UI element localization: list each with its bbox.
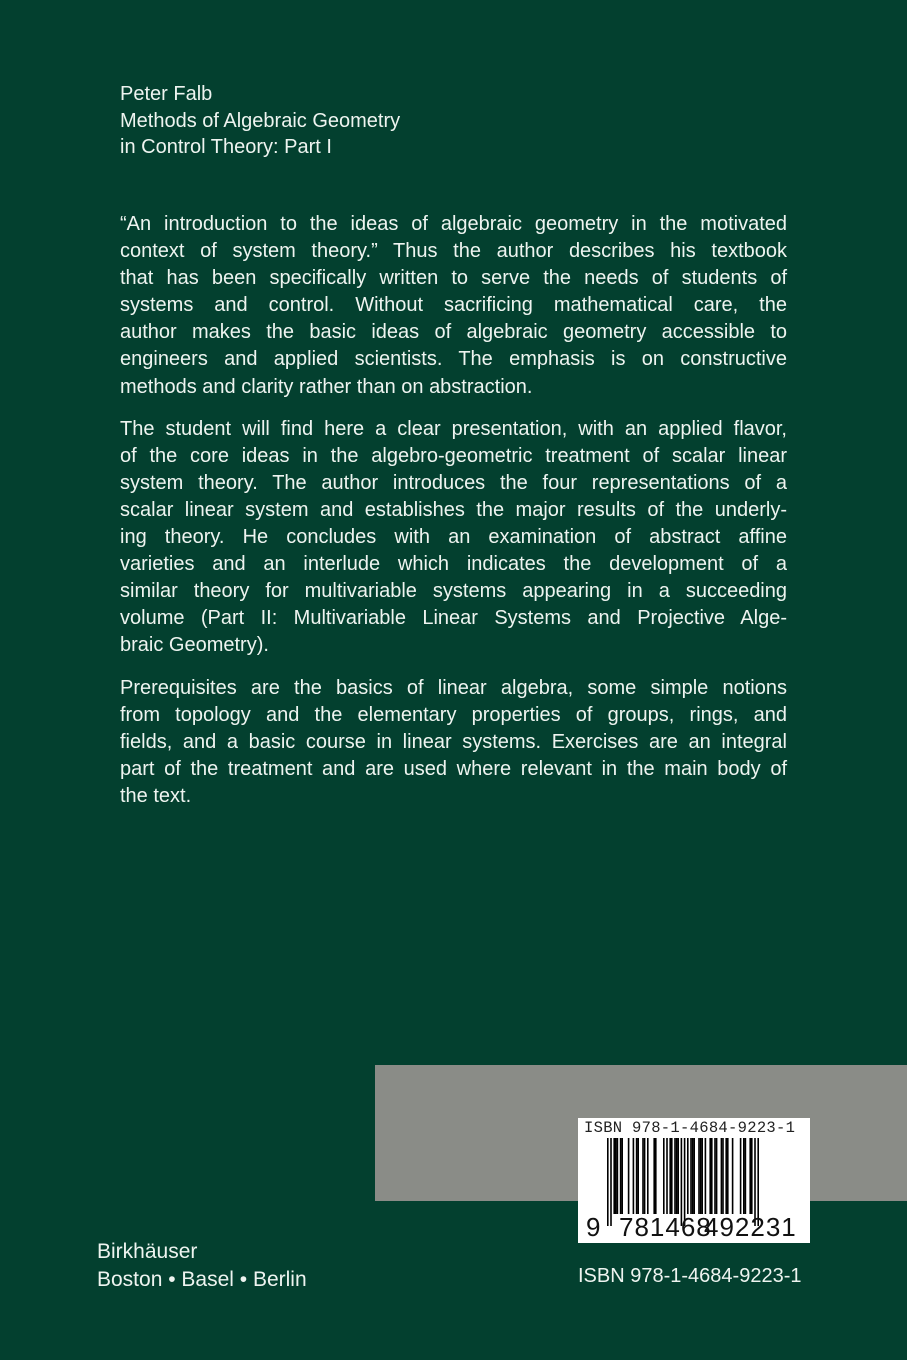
barcode-bar [740, 1138, 742, 1214]
barcode-bar [663, 1138, 665, 1214]
barcode-bar [690, 1138, 692, 1214]
barcode-bar [751, 1138, 753, 1214]
blurb [120, 211, 787, 825]
barcode-bar [669, 1138, 671, 1214]
barcode-bar [714, 1138, 716, 1214]
barcode-bar [628, 1138, 630, 1214]
barcode-bar [644, 1138, 646, 1214]
text-line: author makes the basic ideas of algebraic geometry accessible to [120, 321, 787, 344]
text-line: system theory. The author introduces the four representations of a [120, 471, 787, 494]
barcode-bar [666, 1138, 668, 1214]
barcode-bar [709, 1138, 711, 1214]
barcode-first-digit: 9 [586, 1212, 601, 1242]
text-line: of the core ideas in the algebro-geometric treatment of scalar linear [120, 444, 787, 467]
barcode-bar [721, 1138, 723, 1214]
text-line: Prerequisites are the basics of linear algebra, some simple notions [120, 676, 787, 699]
text-line: ing theory. He concludes with an examination of abstract affine [120, 526, 787, 549]
barcode-bar [671, 1138, 673, 1214]
barcode-bar [617, 1138, 619, 1214]
paragraph [120, 416, 787, 660]
barcode-bar [613, 1138, 615, 1214]
barcode-bar [647, 1138, 649, 1214]
text-line: fields, and a basic course in linear systems. Exercises are an integral [120, 730, 787, 753]
barcode-bar [705, 1138, 707, 1214]
barcode-bar [749, 1138, 751, 1214]
barcode-bar [677, 1138, 679, 1214]
cover-header [120, 81, 400, 161]
text-line: braic Geometry). [120, 634, 269, 657]
barcode-left-digits: 781468 [619, 1212, 712, 1242]
barcode-bar [687, 1138, 689, 1214]
barcode-bar [727, 1138, 729, 1214]
barcode-bar [653, 1138, 655, 1214]
publisher-name: Birkhäuser [97, 1240, 198, 1263]
text-line: from topology and the elementary properties of groups, rings, and [120, 703, 787, 726]
barcode-bar [745, 1138, 747, 1214]
text-line: varieties and an interlude which indicates the development of a [120, 553, 787, 576]
barcode-bar [743, 1138, 745, 1214]
barcode-bar [633, 1138, 635, 1214]
barcode-bar [642, 1138, 644, 1214]
barcode-bar [700, 1138, 702, 1214]
paragraph [120, 211, 787, 401]
barcode-bar [676, 1138, 678, 1214]
book-title-line-2: in Control Theory: Part I [120, 136, 332, 158]
text-line: “An introduction to the ideas of algebraic geometry in the motivated [120, 213, 787, 235]
author-name: Peter Falb [120, 83, 213, 105]
isbn-text: ISBN 978-1-4684-9223-1 [578, 1265, 802, 1287]
barcode-bar [698, 1138, 700, 1214]
text-line: engineers and applied scientists. The emphasis is on constructive [120, 348, 787, 371]
isbn-barcode [578, 1118, 810, 1243]
barcode-bar [692, 1138, 694, 1214]
barcode-bar [636, 1138, 638, 1214]
barcode-isbn-label: ISBN 978-1-4684-9223-1 [584, 1119, 796, 1137]
publisher-cities: Boston • Basel • Berlin [97, 1268, 307, 1291]
text-line: part of the treatment and are used where relevant in the main body of [120, 757, 787, 780]
barcode-bar [725, 1138, 727, 1214]
barcode-bar [693, 1138, 695, 1214]
text-line: systems and control. Without sacrificing mathematical care, the [120, 294, 787, 317]
text-line: similar theory for multivariable systems appearing in a succeeding [120, 580, 787, 603]
barcode-bar [732, 1138, 734, 1214]
book-title-line-1: Methods of Algebraic Geometry [120, 109, 401, 132]
barcode-bar [615, 1138, 617, 1214]
text-line: the text. [120, 784, 192, 807]
text-line: context of system theory.” Thus the author describes his textbook [120, 240, 787, 263]
barcode-bar [637, 1138, 639, 1214]
barcode-bar [610, 1138, 612, 1226]
barcode-bar [674, 1138, 676, 1214]
text-line: methods and clarity rather than on abstraction. [120, 375, 533, 398]
text-line: volume (Part II: Multivariable Linear Systems and Projective Alge- [120, 607, 787, 630]
barcode-bar [607, 1138, 609, 1226]
barcode-bar [621, 1138, 623, 1214]
text-line: that has been specifically written to serve the needs of students of [120, 267, 787, 290]
barcode-bar [722, 1138, 724, 1214]
barcode-right-digits: 492231 [704, 1212, 797, 1242]
barcode-bar [716, 1138, 718, 1214]
barcode-bar [711, 1138, 713, 1214]
text-line: scalar linear system and establishes the major results of the underly- [120, 498, 787, 521]
text-line: The student will find here a clear presentation, with an applied flavor, [120, 417, 787, 440]
publisher-block [97, 1238, 307, 1294]
barcode-bar [701, 1138, 703, 1214]
barcode-bar [620, 1138, 622, 1214]
paragraph [120, 675, 787, 810]
barcode-bar [655, 1138, 657, 1214]
